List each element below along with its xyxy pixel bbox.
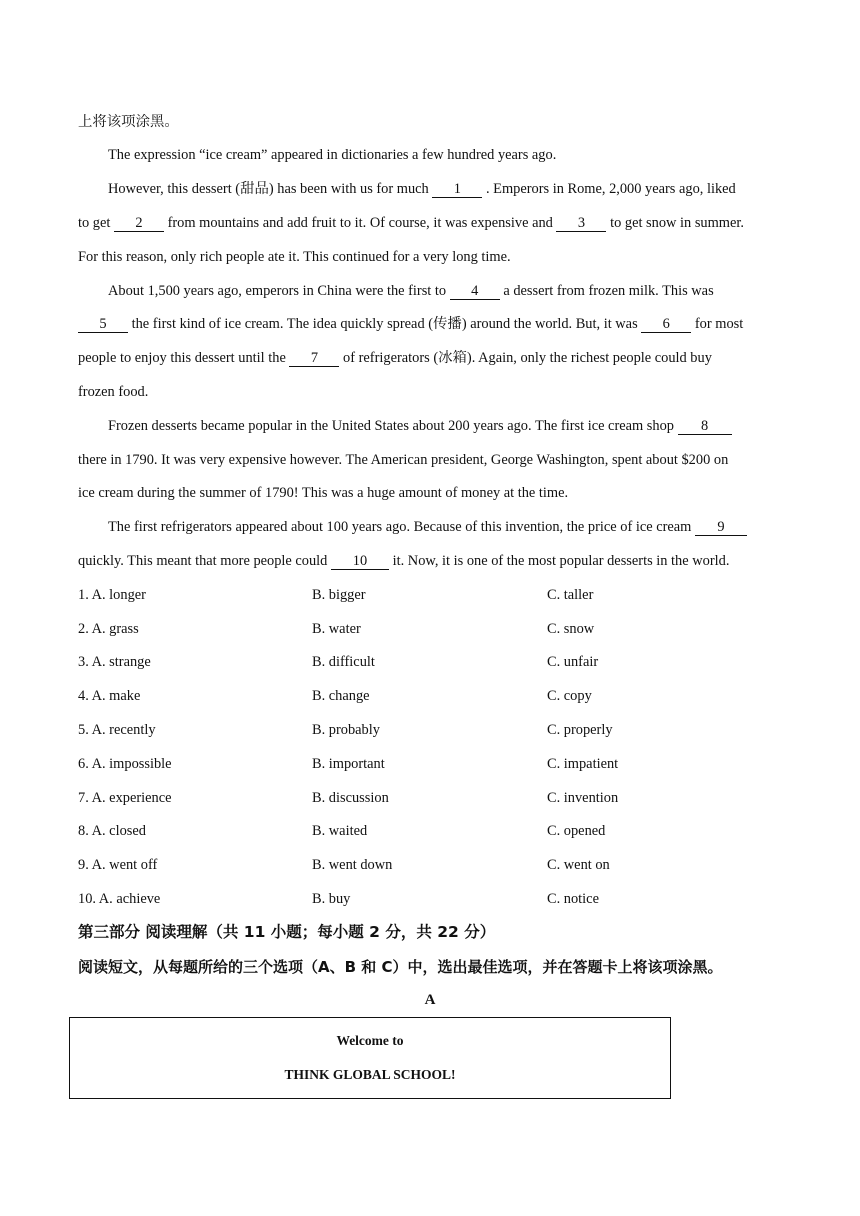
- option-row-7: [78, 788, 788, 808]
- paragraph-2-line-1: However, this dessert (甜品) has been with us for much 1 . Emperors in Rome, 2,000 years ago, liked: [108, 181, 736, 197]
- option-b: B. difficult: [312, 654, 375, 670]
- paragraph-1: The expression “ice cream” appeared in dictionaries a few hundred years ago.: [108, 147, 557, 163]
- option-a: 6. A. impossible: [78, 756, 172, 772]
- section-instruction: 阅读短文，从每题所给的三个选项（A、B 和 C）中，选出最佳选项，并在答题卡上将该项涂黑。: [78, 958, 723, 976]
- option-c: C. impatient: [547, 756, 619, 772]
- option-c: C. taller: [547, 587, 594, 603]
- paragraph-4-line-2: there in 1790. It was very expensive however. The American president, George Washington, spent about $200 on: [78, 452, 729, 468]
- blank-7: 7: [289, 350, 339, 367]
- paragraph-3-line-1: About 1,500 years ago, emperors in China were the first to 4 a dessert from frozen milk. This was: [108, 283, 714, 299]
- option-c: C. went on: [547, 857, 610, 873]
- box-line-2: THINK GLOBAL SCHOOL!: [284, 1067, 456, 1082]
- option-b: B. went down: [312, 857, 393, 873]
- option-row-8: [78, 821, 788, 841]
- option-c: C. notice: [547, 891, 599, 907]
- option-b: B. buy: [312, 891, 351, 907]
- option-a: 2. A. grass: [78, 621, 139, 637]
- option-a: 4. A. make: [78, 688, 141, 704]
- option-c: C. invention: [547, 790, 619, 806]
- blank-1: 1: [432, 181, 482, 198]
- option-row-9: [78, 855, 788, 875]
- paragraph-5-line-1: The first refrigerators appeared about 100 years ago. Because of this invention, the price of ice cream 9: [108, 517, 788, 537]
- option-c: C. opened: [547, 823, 606, 839]
- option-row-3: [78, 652, 788, 672]
- blank-3: 3: [556, 215, 606, 232]
- blank-4: 4: [450, 283, 500, 300]
- section-heading: 第三部分 阅读理解（共 11 小题；每小题 2 分，共 22 分）: [78, 923, 496, 941]
- option-c: C. properly: [547, 722, 613, 738]
- option-a: 3. A. strange: [78, 654, 151, 670]
- paragraph-4-line-3: ice cream during the summer of 1790! This was a huge amount of money at the time.: [78, 485, 569, 501]
- option-b: B. important: [312, 756, 385, 772]
- paragraph-2-line-3: For this reason, only rich people ate it. This continued for a very long time.: [78, 249, 511, 265]
- blank-5: 5: [78, 316, 128, 333]
- option-c: C. snow: [547, 621, 595, 637]
- option-a: 1. A. longer: [78, 587, 146, 603]
- option-a: 10. A. achieve: [78, 891, 161, 907]
- box-line-1: Welcome to: [336, 1033, 404, 1048]
- paragraph-4-line-1: Frozen desserts became popular in the United States about 200 years ago. The first ice cream shop 8: [108, 416, 788, 436]
- option-c: C. copy: [547, 688, 592, 704]
- option-b: B. discussion: [312, 790, 389, 806]
- option-a: 7. A. experience: [78, 790, 172, 806]
- paragraph-3-line-3: people to enjoy this dessert until the 7 of refrigerators (冰箱). Again, only the richest people could buy: [78, 350, 712, 366]
- paragraph-3-line-2: 5 the first kind of ice cream. The idea quickly spread (传播) around the world. But, it was 6 for most: [78, 314, 788, 334]
- paragraph-2-line-2: to get 2 from mountains and add fruit to it. Of course, it was expensive and 3 to get snow in summer.: [78, 215, 744, 231]
- option-a: 8. A. closed: [78, 823, 146, 839]
- option-b: B. probably: [312, 722, 380, 738]
- option-row-5: [78, 720, 788, 740]
- option-c: C. unfair: [547, 654, 599, 670]
- option-a: 5. A. recently: [78, 722, 156, 738]
- option-row-10: [78, 889, 788, 909]
- option-row-1: [78, 585, 788, 605]
- passage-box: [69, 1017, 671, 1099]
- option-row-6: [78, 754, 788, 774]
- option-b: B. change: [312, 688, 370, 704]
- option-row-4: [78, 686, 788, 706]
- paragraph-5-line-2: quickly. This meant that more people could 10 it. Now, it is one of the most popular desserts in the world.: [78, 553, 730, 569]
- option-b: B. bigger: [312, 587, 366, 603]
- passage-letter: A: [424, 992, 436, 1008]
- option-a: 9. A. went off: [78, 857, 158, 873]
- option-row-2: [78, 619, 788, 639]
- intro-fragment: 上将该项涂黑。: [78, 114, 179, 130]
- blank-9: 9: [695, 519, 747, 536]
- option-b: B. waited: [312, 823, 368, 839]
- blank-10: 10: [331, 553, 389, 570]
- blank-2: 2: [114, 215, 164, 232]
- option-b: B. water: [312, 621, 361, 637]
- blank-6: 6: [641, 316, 691, 333]
- paragraph-3-line-4: frozen food.: [78, 384, 149, 400]
- blank-8: 8: [678, 418, 732, 435]
